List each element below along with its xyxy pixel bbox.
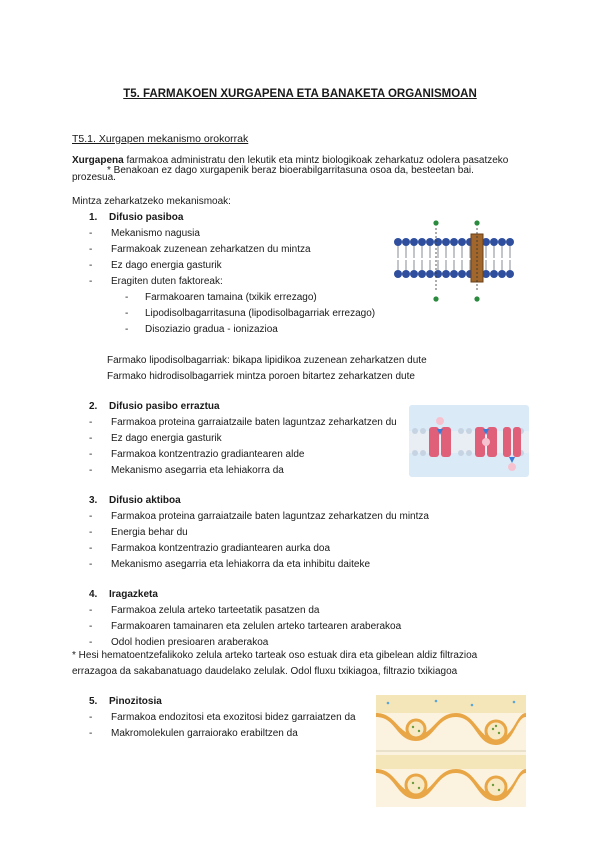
extra-line: Farmako lipodisolbagarriak: bikapa lipidikoa zuzenean zeharkatzen dute: [107, 355, 427, 366]
dash: -: [89, 637, 93, 648]
mechanism-2-title: Difusio pasibo erraztua: [109, 401, 220, 412]
dash: -: [125, 308, 129, 319]
list-item: [89, 465, 284, 476]
dash: -: [89, 511, 93, 522]
dash: -: [89, 433, 93, 444]
list-item-text: Mekanismo asegarria eta lehiakorra da eta inhibitu daiteke: [111, 559, 371, 570]
sub-list-item-text: Disoziazio gradua - ionizazioa: [145, 324, 278, 335]
mechanism-4-number: 4.: [89, 589, 98, 600]
intro-text: farmakoa administratu den lekutik eta mintz biologikoak zeharkatuz odolera pasatzeko prozesua.: [72, 155, 509, 183]
list-item-text: Odol hodien presioaren araberakoa: [111, 637, 269, 648]
mechanism-2-heading: [89, 401, 220, 412]
list-item: [89, 417, 397, 428]
list-item: [89, 449, 304, 460]
dash: -: [89, 543, 93, 554]
list-item: [89, 228, 200, 239]
list-item: [89, 260, 222, 271]
filtration-note-line-2: errazagoa da sakabanatuago daudelako zelulak. Odol fluxu txikiagoa, filtrazio txikiagoa: [72, 666, 458, 677]
mechanism-3-heading: [89, 495, 181, 506]
list-item: [89, 728, 298, 739]
mechanism-5-heading: [89, 696, 162, 707]
list-item-text: Eragiten duten faktoreak:: [111, 276, 223, 287]
dash: -: [89, 712, 93, 723]
dash: -: [89, 728, 93, 739]
dash: -: [89, 527, 93, 538]
list-item-text: Mekanismo nagusia: [111, 228, 200, 239]
membrane-bilayer: [394, 238, 514, 278]
list-item: [89, 527, 188, 538]
mechanism-2-number: 2.: [89, 401, 98, 412]
list-item-text: Farmakoa proteina garraiatzaile baten laguntzaz zeharkatzen du mintza: [111, 511, 429, 522]
list-item-text: Mekanismo asegarria eta lehiakorra da: [111, 465, 284, 476]
mechanism-3-title: Difusio aktiboa: [109, 495, 181, 506]
sub-list-item: [125, 292, 317, 303]
dash: -: [89, 449, 93, 460]
facilitated-diffusion-figure: [409, 405, 529, 477]
list-item: [89, 244, 311, 255]
mechanism-1-number: 1.: [89, 212, 98, 223]
list-item-text: Farmakoa kontzentrazio gradiantearen alde: [111, 449, 305, 460]
sub-list-item: [125, 324, 278, 335]
note-text: * Benakoan ez dago xurgapenik beraz bioerabilgarritasuna osoa da, besteetan bai.: [107, 165, 474, 176]
mechanism-1-heading: [89, 212, 183, 223]
dash: -: [89, 621, 93, 632]
list-item: [89, 605, 319, 616]
list-item: [89, 559, 370, 570]
list-item-text: Makromolekulen garraiorako erabiltzen da: [111, 728, 298, 739]
dash: -: [89, 465, 93, 476]
dash: -: [89, 417, 93, 428]
list-item-text: Farmakoa proteina garraiatzaile baten laguntzaz zeharkatzen du: [111, 417, 397, 428]
mechanism-1-title: Difusio pasiboa: [109, 212, 184, 223]
intro-paragraph: [72, 135, 522, 186]
dash: -: [89, 276, 93, 287]
mechanism-5-title: Pinozitosia: [109, 696, 162, 707]
list-item: [89, 712, 356, 723]
list-item: [89, 621, 401, 632]
mechanism-4-heading: [89, 589, 158, 600]
list-item-text: Farmakoaren tamainaren eta zelulen arteko tartearen araberakoa: [111, 621, 402, 632]
passive-diffusion-figure: [392, 212, 517, 308]
intro-bold-term: Xurgapena: [72, 155, 124, 166]
list-item-text: Farmakoa zelula arteko tarteetatik pasatzen da: [111, 605, 320, 616]
list-item-text: Energia behar du: [111, 527, 188, 538]
list-item-text: Ez dago energia gasturik: [111, 433, 222, 444]
pinocytosis-figure: [376, 695, 526, 807]
list-item-text: Farmakoa kontzentrazio gradiantearen aurka doa: [111, 543, 331, 554]
dash: -: [125, 324, 129, 335]
section-heading: T5.1. Xurgapen mekanismo orokorrak: [72, 133, 249, 145]
list-item: [89, 543, 330, 554]
extra-line: Farmako hidrodisolbagarriek mintza poroen bitartez zeharkatzen dute: [107, 371, 415, 382]
page-title: T5. FARMAKOEN XURGAPENA ETA BANAKETA ORGANISMOAN: [123, 88, 477, 100]
mechanism-5-number: 5.: [89, 696, 98, 707]
dash: -: [89, 228, 93, 239]
dash: -: [89, 244, 93, 255]
dash: -: [89, 260, 93, 271]
mechanism-4-title: Iragazketa: [109, 589, 158, 600]
list-item-text: Ez dago energia gasturik: [111, 260, 222, 271]
list-item: [89, 433, 222, 444]
mechanisms-lead: Mintza zeharkatzeko mekanismoak:: [72, 196, 231, 207]
sub-list-item: [125, 308, 375, 319]
list-item: [89, 276, 223, 287]
dash: -: [125, 292, 129, 303]
mechanism-3-number: 3.: [89, 495, 98, 506]
filtration-note-line-1: * Hesi hematoentzefalikoko zelula arteko tarteak oso estuak dira eta gibelean aldiz filtrazioa: [72, 650, 478, 661]
list-item-text: Farmakoak zuzenean zeharkatzen du mintza: [111, 244, 311, 255]
list-item: [89, 511, 429, 522]
sub-list-item-text: Farmakoaren tamaina (txikik errezago): [145, 292, 317, 303]
dash: -: [89, 559, 93, 570]
list-item: [89, 637, 268, 648]
dash: -: [89, 605, 93, 616]
sub-list-item-text: Lipodisolbagarritasuna (lipodisolbagarriak errezago): [145, 308, 376, 319]
list-item-text: Farmakoa endozitosi eta exozitosi bidez garraiatzen da: [111, 712, 356, 723]
